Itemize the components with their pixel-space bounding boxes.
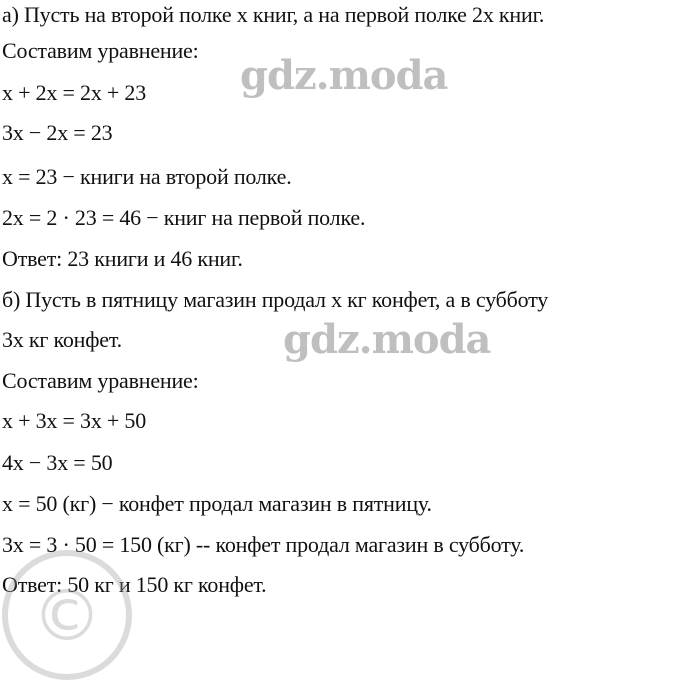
equation-line: 3x − 2x = 23 <box>2 120 113 145</box>
text-line-part-b-continuation: 3x кг конфет. <box>2 327 122 352</box>
text-line-part-b-intro: б) Пусть в пятницу магазин продал x кг конфет, а в субботу <box>2 287 549 312</box>
text-line-part-a-intro: а) Пусть на второй полке x книг, а на первой полке 2x книг. <box>2 2 545 27</box>
equation-line: 4x − 3x = 50 <box>2 450 113 475</box>
answer-line-part-b: Ответ: 50 кг и 150 кг конфет. <box>2 572 267 597</box>
watermark-logo: gdz.moda <box>240 52 448 99</box>
equation-line: x + 2x = 2x + 23 <box>2 80 147 105</box>
equation-line: 3x = 3 · 50 = 150 (кг) -- конфет продал магазин в субботу. <box>2 532 525 557</box>
text-line-compose-equation: Составим уравнение: <box>2 38 199 63</box>
copyright-mark-text: © <box>32 575 102 657</box>
copyright-icon <box>0 540 142 690</box>
equation-line: 2x = 2 · 23 = 46 − книг на первой полке. <box>2 205 366 230</box>
answer-line-part-a: Ответ: 23 книги и 46 книг. <box>2 246 243 271</box>
equation-line: x = 23 − книги на второй полке. <box>2 164 292 189</box>
equation-line: x + 3x = 3x + 50 <box>2 408 147 433</box>
text-line-compose-equation: Составим уравнение: <box>2 368 199 393</box>
watermark-logo: gdz.moda <box>283 316 491 363</box>
equation-line: x = 50 (кг) − конфет продал магазин в пятницу. <box>2 491 432 516</box>
